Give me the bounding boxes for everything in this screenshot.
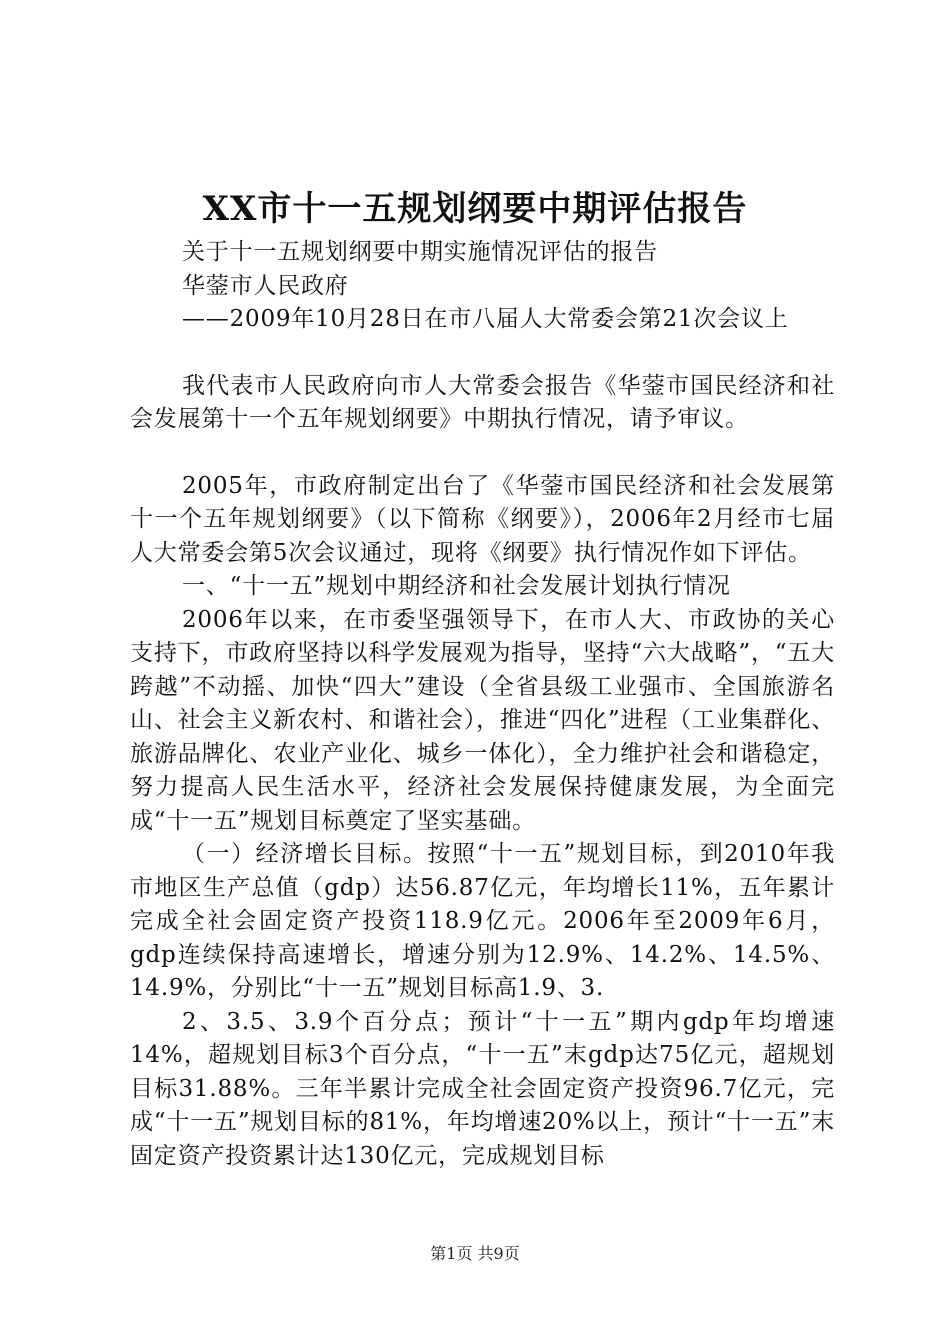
paragraph-overview: 2006年以来，在市委坚强领导下，在市人大、市政协的关心支持下，市政府坚持以科学发展观为指导，坚持“六大战略”，“五大跨越”不动摇、加快“四大”建设（全省县级工业强市、全国旅游名山、社会主义新农村、和谐社会），推进“四化”进程（工业集群化、旅游品牌化、农业产业化、城乡一体化），全力维护社会和谐稳定，努力提高人民生活水平，经济社会发展保持健康发展，为全面完成“十一五”规划目标奠定了坚实基础。	[130, 606, 835, 834]
section-heading: 一、“十一五”规划中期经济和社会发展计划执行情况	[182, 573, 731, 599]
spacer	[130, 337, 835, 370]
paragraph-growth-continued: 2、3.5、3.9个百分点；预计“十一五”期内gdp年均增速14%，超规划目标3个百分点，“十一五”末gdp达75亿元，超规划目标31.88%。三年半累计完成全社会固定资产投资96.7亿元，完成“十一五”规划目标的81%，年均增速20%以上，预计“十一五”末固定资产投资累计达130亿元，完成规划目标	[130, 1008, 835, 1169]
paragraph-economic-growth: （一）经济增长目标。按照“十一五”规划目标，到2010年我市地区生产总值（gdp）达56.87亿元，年均增长11%，五年累计完成全社会固定资产投资118.9亿元。2006年至2009年6月，gdp连续保持高速增长，增速分别为12.9%、14.2%、14.5%、14.9%，分别比“十一五”规划目标高1.9、3.	[130, 841, 835, 1001]
document-body	[130, 236, 835, 1173]
spacer	[130, 437, 835, 470]
paragraph-intro: 我代表市人民政府向市人大常委会报告《华蓥市国民经济和社会发展第十一个五年规划纲要》中期执行情况，请予审议。	[130, 372, 835, 432]
report-occasion: ——2009年10月28日在市八届人大常委会第21次会议上	[182, 306, 789, 332]
page-number: 第1页 共9页	[430, 1244, 520, 1263]
report-issuer: 华蓥市人民政府	[182, 272, 349, 299]
document-title: XX市十一五规划纲要中期评估报告	[202, 189, 748, 229]
report-subtitle: 关于十一五规划纲要中期实施情况评估的报告	[182, 239, 658, 265]
paragraph-background: 2005年，市政府制定出台了《华蓥市国民经济和社会发展第十一个五年规划纲要》（以下简称《纲要》），2006年2月经市七届人大常委会第5次会议通过，现将《纲要》执行情况作如下评估。	[130, 472, 835, 566]
